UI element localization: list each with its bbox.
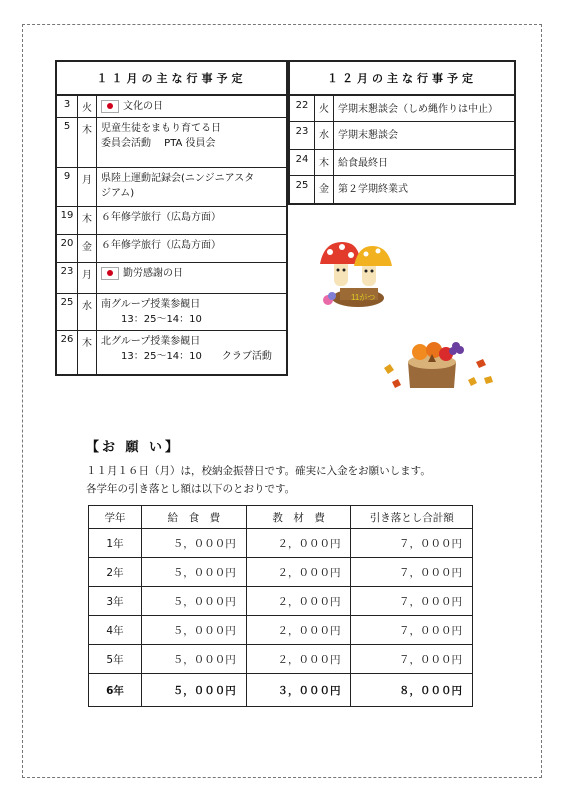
fee-cell: 4年 xyxy=(89,616,142,645)
event-weekday: 木 xyxy=(315,150,334,176)
fee-cell: ２，０００円 xyxy=(246,558,351,587)
fee-cell: ２，０００円 xyxy=(246,529,351,558)
fee-cell: ５，０００円 xyxy=(142,529,247,558)
fee-cell: ７，０００円 xyxy=(351,558,473,587)
fee-table xyxy=(88,505,473,707)
december-schedule-table xyxy=(288,60,516,205)
november-title: １１月の主な行事予定 xyxy=(56,61,287,95)
fee-cell: 6年 xyxy=(89,674,142,707)
event-day: 9 xyxy=(56,168,78,207)
event-description xyxy=(97,118,288,168)
november-event-row xyxy=(56,95,287,118)
november-event-row xyxy=(56,118,287,168)
november-event-row xyxy=(56,331,287,375)
event-day: 5 xyxy=(56,118,78,168)
event-description xyxy=(97,95,288,118)
fee-cell: 3年 xyxy=(89,587,142,616)
event-line: 県陸上運動記録会(ニンジニアスタ xyxy=(101,173,255,184)
event-description xyxy=(97,235,288,263)
event-day: 24 xyxy=(289,150,315,176)
event-line: 勤労感謝の日 xyxy=(123,268,183,279)
japan-flag-icon xyxy=(101,100,119,113)
event-weekday: 火 xyxy=(315,95,334,122)
event-description: 給食最終日 xyxy=(334,150,516,176)
fee-cell: ７，０００円 xyxy=(351,529,473,558)
event-description: 学期末懇談会（しめ縄作りは中止） xyxy=(334,95,516,122)
event-description: 学期末懇談会 xyxy=(334,122,516,150)
december-title: １２月の主な行事予定 xyxy=(289,61,515,95)
event-line: 児童生徒をまもり育てる日 xyxy=(101,123,221,134)
fee-row xyxy=(89,674,473,707)
fee-cell: ２，０００円 xyxy=(246,645,351,674)
fee-column-header: 引き落とし合計額 xyxy=(351,506,473,529)
event-day: 3 xyxy=(56,95,78,118)
event-line: 13：25～14：10 xyxy=(101,314,202,325)
fee-row xyxy=(89,587,473,616)
fee-cell: 2年 xyxy=(89,558,142,587)
event-description xyxy=(97,294,288,331)
fee-cell: ７，０００円 xyxy=(351,645,473,674)
event-weekday: 木 xyxy=(78,331,97,375)
event-line: 南グループ授業参観日 xyxy=(101,299,201,310)
fee-cell: ７，０００円 xyxy=(351,587,473,616)
fee-cell: ５，０００円 xyxy=(142,558,247,587)
fee-cell: ５，０００円 xyxy=(142,587,247,616)
event-weekday: 金 xyxy=(78,235,97,263)
event-line: ６年修学旅行（広島方面） xyxy=(101,212,221,223)
fee-cell: ５，０００円 xyxy=(142,645,247,674)
fee-cell: 5年 xyxy=(89,645,142,674)
november-schedule-table xyxy=(55,60,288,376)
event-weekday: 月 xyxy=(78,263,97,294)
fee-column-header: 学年 xyxy=(89,506,142,529)
event-weekday: 火 xyxy=(78,95,97,118)
november-event-row xyxy=(56,263,287,294)
event-description xyxy=(97,207,288,235)
november-event-row xyxy=(56,207,287,235)
event-line: 北グループ授業参観日 xyxy=(101,336,201,347)
fee-cell: ３，０００円 xyxy=(246,674,351,707)
december-event-row xyxy=(289,95,515,122)
december-event-row xyxy=(289,150,515,176)
fee-cell: ８，０００円 xyxy=(351,674,473,707)
request-line-2: 各学年の引き落とし額は以下のとおりです。 xyxy=(86,483,296,495)
request-line-1: １１月１６日（月）は，校納金振替日です。確実に入金をお願いします。 xyxy=(86,465,431,477)
fee-cell: ５，０００円 xyxy=(142,674,247,707)
autumn-stump-illustration xyxy=(380,322,498,394)
event-day: 26 xyxy=(56,331,78,375)
event-line: ジアム) xyxy=(101,188,135,199)
event-weekday: 水 xyxy=(315,122,334,150)
event-description xyxy=(97,168,288,207)
event-weekday: 木 xyxy=(78,207,97,235)
event-weekday: 月 xyxy=(78,168,97,207)
november-event-row xyxy=(56,294,287,331)
fee-row xyxy=(89,616,473,645)
fee-column-header: 教 材 費 xyxy=(246,506,351,529)
event-line: 文化の日 xyxy=(123,101,163,112)
event-description xyxy=(97,331,288,375)
event-line: 委員会活動 PTA 役員会 xyxy=(101,138,216,149)
event-line: ６年修学旅行（広島方面） xyxy=(101,240,221,251)
request-title: 【お 願 い】 xyxy=(86,440,182,455)
fee-cell: ２，０００円 xyxy=(246,616,351,645)
event-description: 第２学期終業式 xyxy=(334,176,516,204)
fee-row xyxy=(89,529,473,558)
event-day: 25 xyxy=(289,176,315,204)
november-event-row xyxy=(56,168,287,207)
december-event-row xyxy=(289,176,515,204)
fee-row xyxy=(89,558,473,587)
event-description xyxy=(97,263,288,294)
fee-cell: ７，０００円 xyxy=(351,616,473,645)
illustration-label: 11がつ xyxy=(351,293,376,302)
mushroom-illustration xyxy=(318,238,400,310)
event-day: 25 xyxy=(56,294,78,331)
event-weekday: 木 xyxy=(78,118,97,168)
event-weekday: 水 xyxy=(78,294,97,331)
fee-cell: 1年 xyxy=(89,529,142,558)
event-line: 13：25～14：10 クラブ活動 xyxy=(101,351,272,362)
event-day: 23 xyxy=(289,122,315,150)
fee-cell: ５，０００円 xyxy=(142,616,247,645)
event-weekday: 金 xyxy=(315,176,334,204)
japan-flag-icon xyxy=(101,267,119,280)
fee-cell: ２，０００円 xyxy=(246,587,351,616)
fee-row xyxy=(89,645,473,674)
event-day: 23 xyxy=(56,263,78,294)
november-event-row xyxy=(56,235,287,263)
december-event-row xyxy=(289,122,515,150)
event-day: 20 xyxy=(56,235,78,263)
fee-column-header: 給 食 費 xyxy=(142,506,247,529)
event-day: 19 xyxy=(56,207,78,235)
event-day: 22 xyxy=(289,95,315,122)
